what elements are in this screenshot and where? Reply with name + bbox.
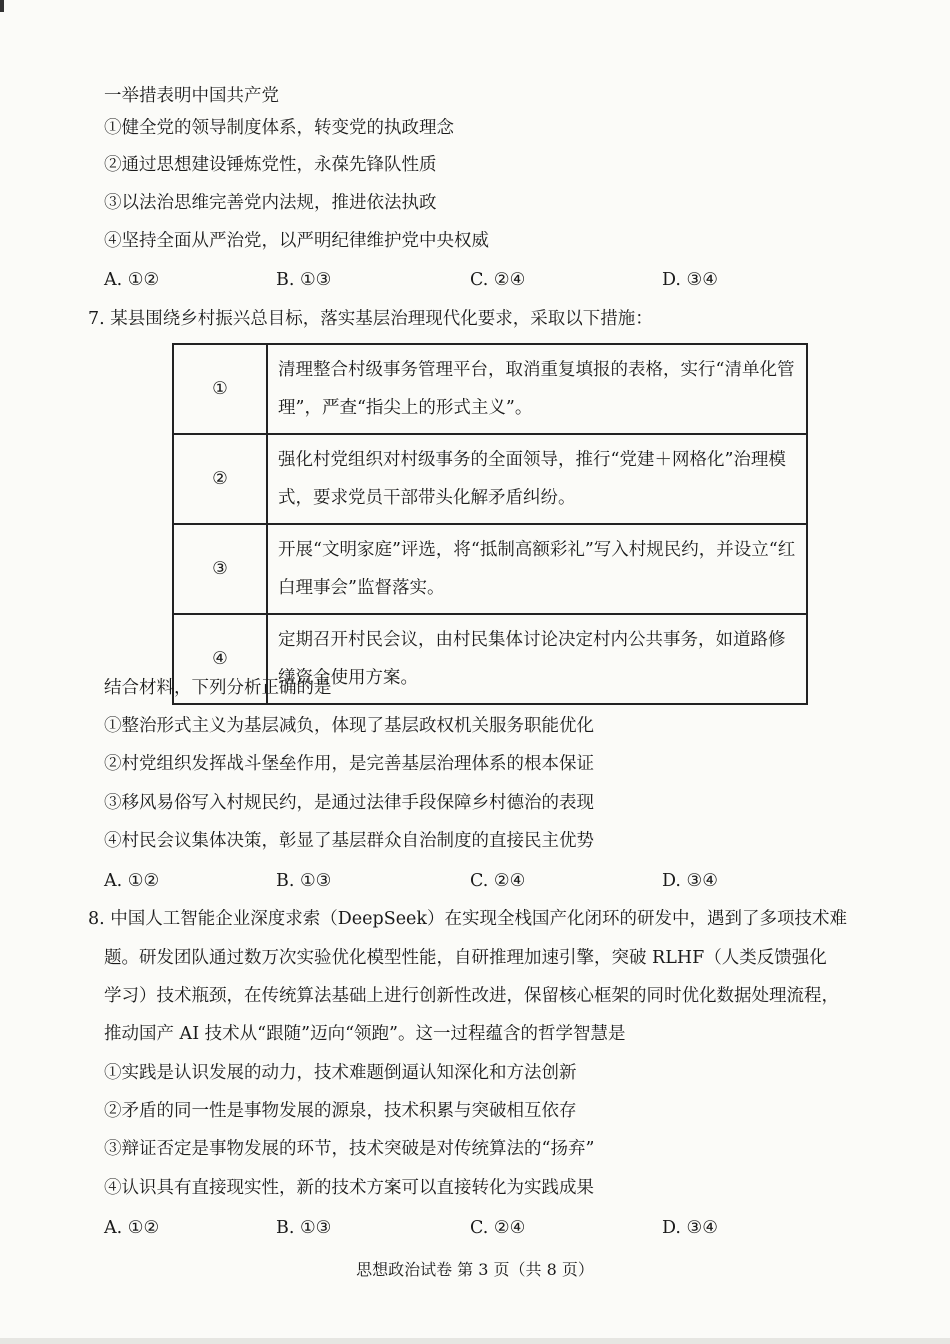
table-row-number: ③ (173, 524, 267, 614)
scan-edge-mark (0, 0, 4, 12)
q7-item-1: ①整治形式主义为基层减负，体现了基层政权机关服务职能优化 (104, 716, 594, 736)
table-row (173, 524, 807, 614)
q7-option-d[interactable]: D. ③④ (662, 871, 718, 891)
q7-measures-table (172, 343, 808, 705)
q6-option-d[interactable]: D. ③④ (662, 270, 718, 290)
q8-stem-line-4: 推动国产 AI 技术从“跟随”迈向“领跑”。这一过程蕴含的哲学智慧是 (104, 1024, 626, 1044)
table-row-text: 定期召开村民会议，由村民集体讨论决定村内公共事务，如道路修缮资金使用方案。 (267, 614, 807, 704)
q6-option-c[interactable]: C. ②④ (470, 270, 526, 290)
q6-stem-end: 一举措表明中国共产党 (104, 86, 279, 106)
table-row (173, 344, 807, 434)
q8-option-a[interactable]: A. ①② (104, 1218, 160, 1238)
q7-item-3: ③移风易俗写入村规民约，是通过法律手段保障乡村德治的表现 (104, 793, 594, 813)
table-row-number: ② (173, 434, 267, 524)
q7-option-a[interactable]: A. ①② (104, 871, 160, 891)
q7-option-c[interactable]: C. ②④ (470, 871, 526, 891)
q7-item-4: ④村民会议集体决策，彰显了基层群众自治制度的直接民主优势 (104, 831, 594, 851)
q8-stem-line-3: 学习）技术瓶颈，在传统算法基础上进行创新性改进，保留核心框架的同时优化数据处理流程， (104, 986, 839, 1006)
table-row (173, 434, 807, 524)
q8-stem-line-1: 8. 中国人工智能企业深度求索（DeepSeek）在实现全栈国产化闭环的研发中，遇到了多项技术难 (88, 909, 848, 929)
q8-stem-line-2: 题。研发团队通过数万次实验优化模型性能，自研推理加速引擎，突破 RLHF（人类反馈强化 (104, 948, 827, 968)
q6-item-4: ④坚持全面从严治党，以严明纪律维护党中央权威 (104, 231, 489, 251)
q7-item-2: ②村党组织发挥战斗堡垒作用，是完善基层治理体系的根本保证 (104, 754, 594, 774)
table-row-text: 清理整合村级事务管理平台，取消重复填报的表格，实行“清单化管理”，严查“指尖上的形式主义”。 (267, 344, 807, 434)
q7-prompt: 结合材料，下列分析正确的是 (104, 678, 332, 698)
page-footer: 思想政治试卷 第 3 页（共 8 页） (356, 1260, 594, 1279)
q6-item-2: ②通过思想建设锤炼党性，永葆先锋队性质 (104, 155, 437, 175)
table-row-number: ① (173, 344, 267, 434)
q6-option-a[interactable]: A. ①② (104, 270, 160, 290)
q8-item-3: ③辩证否定是事物发展的环节，技术突破是对传统算法的“扬弃” (104, 1139, 595, 1159)
q8-item-2: ②矛盾的同一性是事物发展的源泉，技术积累与突破相互依存 (104, 1101, 577, 1121)
q7-stem: 7. 某县围绕乡村振兴总目标，落实基层治理现代化要求，采取以下措施： (88, 309, 653, 329)
table-row-text: 开展“文明家庭”评选，将“抵制高额彩礼”写入村规民约，并设立“红白理事会”监督落实。 (267, 524, 807, 614)
scan-bottom-edge (0, 1338, 950, 1344)
table-row-number: ④ (173, 614, 267, 704)
q8-option-d[interactable]: D. ③④ (662, 1218, 718, 1238)
q6-item-3: ③以法治思维完善党内法规，推进依法执政 (104, 193, 437, 213)
q7-option-b[interactable]: B. ①③ (276, 871, 332, 891)
q8-item-4: ④认识具有直接现实性，新的技术方案可以直接转化为实践成果 (104, 1178, 594, 1198)
q6-option-b[interactable]: B. ①③ (276, 270, 332, 290)
q8-option-c[interactable]: C. ②④ (470, 1218, 526, 1238)
q8-option-b[interactable]: B. ①③ (276, 1218, 332, 1238)
q6-item-1: ①健全党的领导制度体系，转变党的执政理念 (104, 118, 454, 138)
q8-item-1: ①实践是认识发展的动力，技术难题倒逼认知深化和方法创新 (104, 1063, 577, 1083)
table-row-text: 强化村党组织对村级事务的全面领导，推行“党建＋网格化”治理模式，要求党员干部带头化解矛盾纠纷。 (267, 434, 807, 524)
